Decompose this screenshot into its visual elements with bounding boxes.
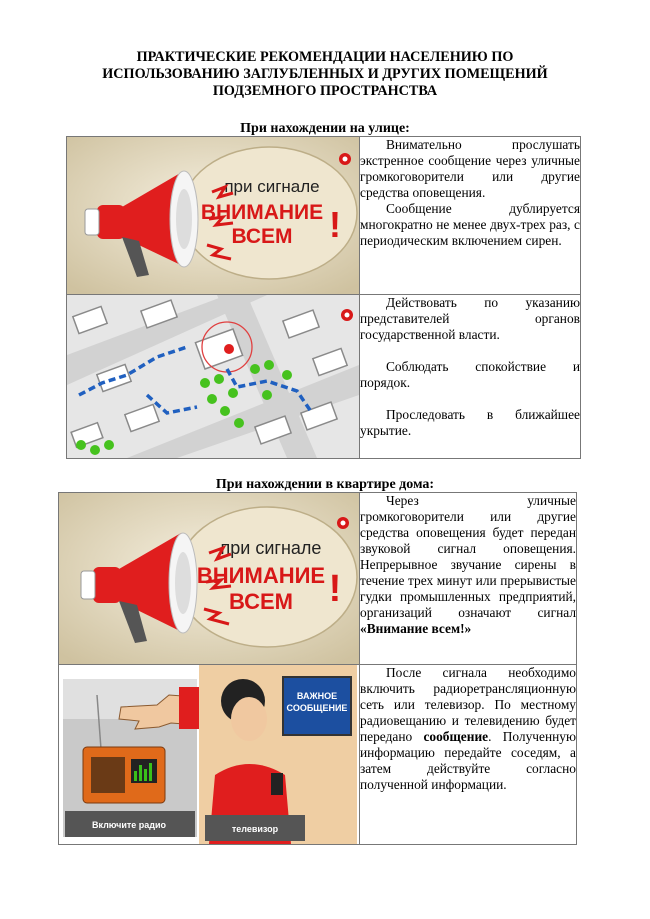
tv-screen-line2: СООБЩЕНИЕ [286, 703, 348, 713]
alert-text-line1: при сигнале [224, 177, 320, 196]
tv-screen-line1: ВАЖНОЕ [296, 691, 338, 701]
title-line-3: ПОДЗЕМНОГО ПРОСТРАНСТВА [212, 83, 438, 99]
alert-megaphone-image [67, 137, 359, 294]
table-row [59, 665, 577, 845]
image-cell [67, 137, 360, 295]
person-icon [231, 697, 267, 741]
page-title [60, 49, 590, 100]
exclamation-mark: ! [328, 568, 342, 610]
text-cell [360, 665, 577, 845]
radio-label: Включите радио [91, 820, 167, 830]
image-cell [59, 665, 360, 845]
text-cell [360, 295, 581, 459]
apartment-table [58, 492, 577, 845]
paragraph: Соблюдать спокойствие и порядок. [360, 359, 580, 390]
emphasis: сообщение [423, 729, 489, 744]
signal-name: «Внимание всем!» [360, 621, 472, 636]
table-row [59, 493, 577, 665]
emergency-emblem-icon [339, 153, 351, 165]
remote-icon [271, 773, 283, 795]
paragraph-text: . Полученную информацию передайте соседям, а затем действуйте согласно полученной информации. [360, 729, 576, 792]
title-line-1: ПРАКТИЧЕСКИЕ РЕКОМЕНДАЦИИ НАСЕЛЕНИЮ ПО [136, 49, 514, 65]
section-heading-apartment: При нахождении в квартире дома: [215, 477, 435, 492]
alert-text-line2: ВНИМАНИЕ [196, 563, 326, 588]
paragraph-text: После сигнала необходимо включить радиоретрансляционную сеть или телевизор. По местному радиовещанию и телевидению будет передано [360, 665, 576, 744]
paragraph: Внимательно прослушать экстренное сообщение через уличные громкоговорители или другие средства оповещения. [360, 137, 580, 200]
paragraph [360, 493, 576, 637]
alert-text-line1: при сигнале [220, 538, 322, 558]
title-line-2: ИСПОЛЬЗОВАНИЮ ЗАГЛУБЛЕННЫХ И ДРУГИХ ПОМЕЩЕНИЙ [102, 66, 548, 82]
alert-text-line3: ВСЕМ [231, 225, 293, 248]
table-row [67, 137, 581, 295]
text-cell [360, 137, 581, 295]
paragraph: Сообщение дублируется многократно не менее двух-трех раз, с периодическим включением сирен. [360, 201, 580, 248]
table-row [67, 295, 581, 459]
paragraph [360, 665, 576, 793]
exclamation-mark: ! [329, 204, 341, 245]
emergency-emblem-icon [337, 517, 349, 529]
location-marker-icon [224, 344, 234, 354]
radio-panel [63, 679, 199, 837]
radio-tv-image [59, 665, 359, 844]
alert-text-line2: ВНИМАНИЕ [200, 201, 324, 224]
alert-megaphone-image [59, 493, 359, 664]
alert-text-line3: ВСЕМ [229, 589, 293, 614]
tv-panel [199, 665, 357, 844]
emergency-emblem-icon [341, 309, 353, 321]
paragraph-text: Через уличные громкоговорители или другие средства оповещения будет передан звуковой сигнал оповещения. Непрерывное звучание сирены в течение трех минут или прерывистые гудки промышленных предприятий, организаций означают сигнал [360, 493, 576, 620]
text-cell [360, 493, 577, 665]
tv-label: телевизор [231, 824, 279, 834]
image-cell [59, 493, 360, 665]
paragraph: Проследовать в ближайшее укрытие. [360, 407, 580, 438]
street-table [66, 136, 581, 459]
paragraph: Действовать по указанию представителей органов государственной власти. [360, 295, 580, 342]
section-heading-street: При нахождении на улице: [240, 121, 410, 136]
evacuation-map-image [67, 295, 359, 458]
image-cell [67, 295, 360, 459]
